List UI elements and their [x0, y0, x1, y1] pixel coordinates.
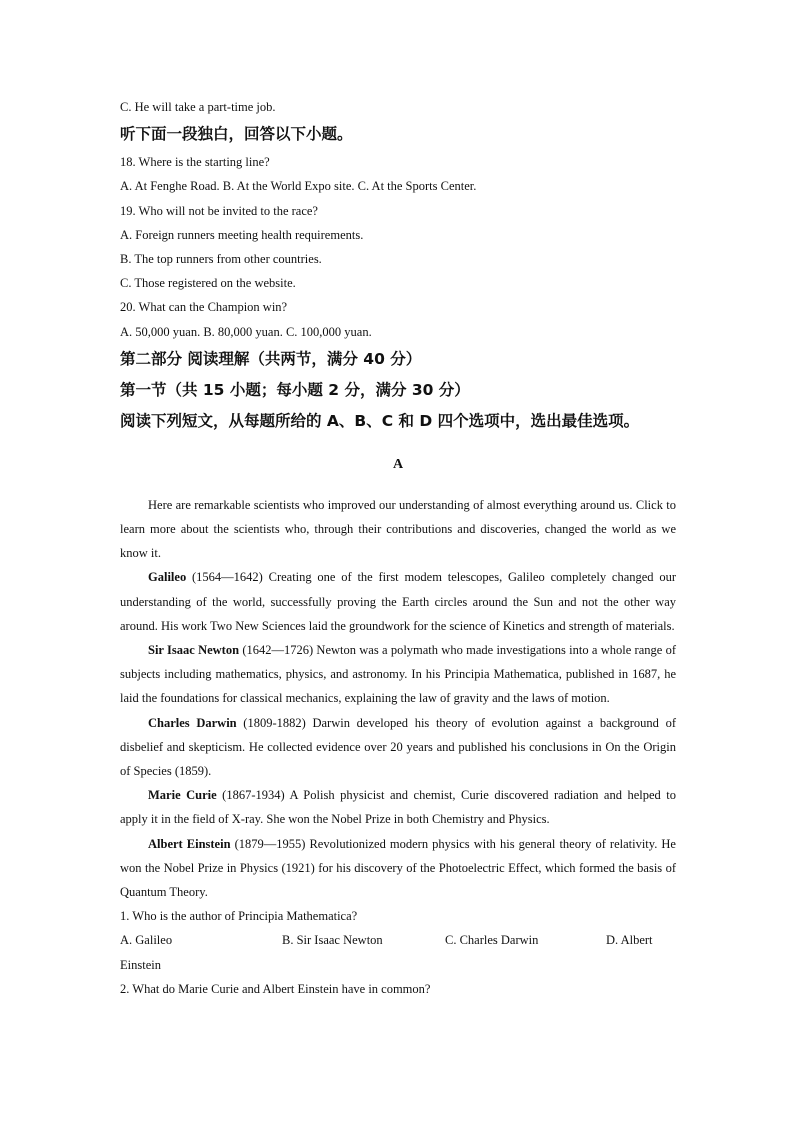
- question-1-option-c: C. Charles Darwin: [445, 933, 539, 948]
- question-18-options: A. At Fenghe Road. B. At the World Expo site. C. At the Sports Center.: [120, 179, 477, 194]
- question-20-options: A. 50,000 yuan. B. 80,000 yuan. C. 100,000 yuan.: [120, 324, 372, 339]
- question-2: 2. What do Marie Curie and Albert Einstein have in common?: [120, 981, 431, 996]
- scientist-description: (1867-1934) A Polish physicist and chemist, Curie discovered radiation and helped to apply it in the field of X-ray. She won the Nobel Prize in both Chemistry and Physics.: [120, 788, 676, 827]
- question-1-options: [120, 928, 676, 952]
- page-content: [120, 95, 676, 1001]
- scientist-description: (1564—1642) Creating one of the first modem telescopes, Galileo completely changed our understanding of the world, successfully proving the Earth circles around the Sun and not the other way around. His work Two New Sciences laid the groundwork for the science of Kinetics and strength of materials.: [120, 570, 676, 633]
- question-1-option-d: D. Albert: [606, 933, 653, 948]
- question-19-option-c: C. Those registered on the website.: [120, 276, 296, 291]
- section1-heading: 第一节（共 15 小题；每小题 2 分，满分 30 分）: [120, 380, 470, 399]
- scientist-paragraph-darwin: [120, 711, 676, 784]
- question-1-option-a: A. Galileo: [120, 933, 173, 948]
- passage-intro: Here are remarkable scientists who improved our understanding of almost everything around us. Click to learn more about the scientists who, through their contributions and discoveries, changed the world as we know it.: [120, 497, 676, 561]
- question-19-option-a: A. Foreign runners meeting health requirements.: [120, 227, 364, 242]
- question-18: 18. Where is the starting line?: [120, 155, 270, 170]
- question-20: 20. What can the Champion win?: [120, 300, 288, 315]
- scientist-name: Galileo: [148, 570, 187, 585]
- listening-instruction-heading: 听下面一段独白，回答以下小题。: [120, 125, 353, 144]
- scientist-name: Sir Isaac Newton: [148, 643, 240, 658]
- scientist-description: (1879—1955) Revolutionized modern physics with his general theory of relativity. He won the Nobel Prize in Physics (1921) for his discovery of the Photoelectric Effect, which formed the basis of Quantum Theory.: [120, 836, 676, 900]
- scientist-paragraph-galileo: [120, 565, 676, 638]
- reading-instruction-heading: 阅读下列短文，从每题所给的 A、B、C 和 D 四个选项中，选出最佳选项。: [120, 411, 640, 430]
- question-1: 1. Who is the author of Principia Mathematica?: [120, 909, 358, 924]
- scientist-name: Albert Einstein: [148, 836, 231, 851]
- scientist-paragraph-newton: [120, 638, 676, 711]
- option-c-previous: C. He will take a part-time job.: [120, 100, 276, 114]
- question-1-option-d-wrap: Einstein: [120, 957, 161, 972]
- passage-label: A: [392, 456, 404, 472]
- scientist-description: (1809-1882) Darwin developed his theory of evolution against a background of disbelief and skepticism. He collected evidence over 20 years and published his conclusions in On the Origin of Species (1859).: [120, 715, 676, 779]
- scientist-name: Charles Darwin: [148, 715, 237, 730]
- scientist-paragraph-curie: [120, 783, 676, 831]
- question-19-option-b: B. The top runners from other countries.: [120, 252, 322, 267]
- question-1-option-b: B. Sir Isaac Newton: [282, 933, 383, 948]
- part2-heading: 第二部分 阅读理解（共两节，满分 40 分）: [120, 349, 422, 368]
- scientist-name: Marie Curie: [148, 788, 217, 803]
- scientist-paragraph-einstein: [120, 832, 676, 905]
- scientist-description: (1642—1726) Newton was a polymath who made investigations into a whole range of subjects including mathematics, physics, and astronomy. In his Principia Mathematica, published in 1687, he laid the foundations for classical mechanics, explaining the law of gravity and the laws of motion.: [120, 643, 676, 706]
- question-19: 19. Who will not be invited to the race?: [120, 203, 318, 218]
